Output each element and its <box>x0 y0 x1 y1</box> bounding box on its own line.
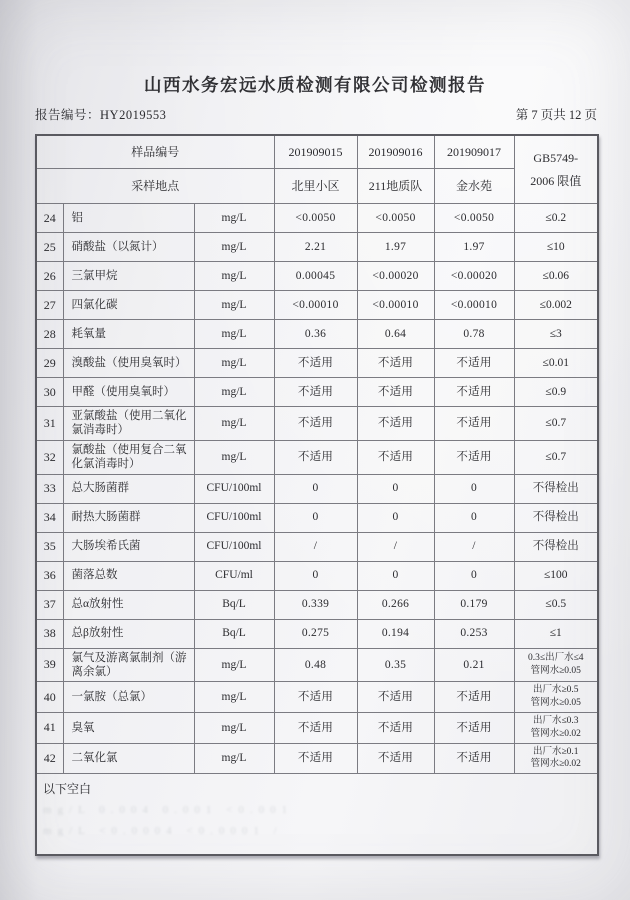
row-number: 24 <box>36 204 63 233</box>
value-sample2: 0 <box>357 474 434 503</box>
value-sample2: 0.35 <box>357 648 434 682</box>
value-sample1: 不适用 <box>274 407 357 441</box>
value-sample2: <0.00010 <box>357 291 434 320</box>
unit: CFU/100ml <box>194 503 274 532</box>
value-sample3: 0.21 <box>434 648 514 682</box>
item-name: 臭氧 <box>63 712 194 743</box>
sample-id-3: 201909017 <box>434 135 514 169</box>
value-sample3: 0 <box>434 474 514 503</box>
limit-line1: ≤0.9 <box>545 385 567 398</box>
item-name: 四氯化碳 <box>63 291 194 320</box>
table-footer <box>36 774 598 856</box>
value-sample3: 不适用 <box>434 682 514 713</box>
limit-line1: ≤100 <box>543 569 568 582</box>
unit: mg/L <box>194 407 274 441</box>
row-number: 26 <box>36 262 63 291</box>
table-row <box>36 320 598 349</box>
limit-line2: 管网水≥0.02 <box>530 728 581 739</box>
unit: mg/L <box>194 743 274 774</box>
report-number-value: HY2019553 <box>100 108 167 122</box>
value-sample3: 不适用 <box>434 712 514 743</box>
table-row <box>36 743 598 774</box>
page-title: 山西水务宏远水质检测有限公司检测报告 <box>144 75 486 95</box>
unit: mg/L <box>194 233 274 262</box>
limit-line1: ≤10 <box>546 240 565 253</box>
limit-value <box>514 561 598 590</box>
limit-header-line1: GB5749- <box>533 150 579 165</box>
page-indicator: 第 7 页共 12 页 <box>515 108 597 122</box>
row-number: 41 <box>36 712 63 743</box>
item-name: 二氧化氯 <box>63 743 194 774</box>
table-row <box>36 291 598 320</box>
table-row <box>36 561 598 590</box>
row-number: 31 <box>36 407 63 441</box>
value-sample1: 不适用 <box>274 440 357 474</box>
item-name: 菌落总数 <box>63 561 194 590</box>
item-name: 总β放射性 <box>63 619 194 648</box>
unit: Bq/L <box>194 619 274 648</box>
blank-below-note: 以下空白 <box>43 782 92 797</box>
value-sample3: 0.253 <box>434 619 514 648</box>
row-number: 25 <box>36 233 63 262</box>
value-sample1: 0.36 <box>274 320 357 349</box>
value-sample1: <0.0050 <box>274 204 357 233</box>
value-sample1: 0.275 <box>274 619 357 648</box>
value-sample3: 0.78 <box>434 320 514 349</box>
value-sample1: <0.00010 <box>274 291 357 320</box>
blank-cell <box>36 774 598 856</box>
unit: mg/L <box>194 712 274 743</box>
item-name: 氯酸盐（使用复合二氧化氯消毒时） <box>63 440 194 474</box>
row-number: 29 <box>36 349 63 378</box>
limit-value <box>514 474 598 503</box>
limit-line1: ≤0.5 <box>545 598 567 611</box>
unit: Bq/L <box>194 590 274 619</box>
table-body <box>36 204 598 774</box>
table-row <box>36 407 598 441</box>
unit: mg/L <box>194 262 274 291</box>
value-sample1: 不适用 <box>274 682 357 713</box>
row-number: 30 <box>36 378 63 407</box>
limit-value <box>514 262 598 291</box>
limit-value <box>514 291 598 320</box>
value-sample3: <0.00010 <box>434 291 514 320</box>
table-row <box>36 474 598 503</box>
table-row <box>36 262 598 291</box>
table-row <box>36 590 598 619</box>
unit: mg/L <box>194 440 274 474</box>
value-sample1: 0 <box>274 561 357 590</box>
limit-value <box>514 619 598 648</box>
limit-value <box>514 378 598 407</box>
value-sample2: <0.00020 <box>357 262 434 291</box>
report-number-label: 报告编号： <box>35 108 101 122</box>
value-sample1: 0 <box>274 503 357 532</box>
value-sample1: / <box>274 532 357 561</box>
sampling-site-label-cell: 采样地点 <box>36 169 274 204</box>
unit: mg/L <box>194 648 274 682</box>
table-row <box>36 682 598 713</box>
limit-line2: 管网水≥0.02 <box>530 759 581 770</box>
limit-value <box>514 320 598 349</box>
value-sample3: / <box>434 532 514 561</box>
value-sample2: <0.0050 <box>357 204 434 233</box>
value-sample2: 0.194 <box>357 619 434 648</box>
value-sample2: 0 <box>357 561 434 590</box>
value-sample3: 不适用 <box>434 349 514 378</box>
value-sample3: <0.0050 <box>434 204 514 233</box>
row-number: 35 <box>36 532 63 561</box>
value-sample2: 不适用 <box>357 712 434 743</box>
limit-line1: ≤0.7 <box>545 450 567 463</box>
row-number: 28 <box>36 320 63 349</box>
limit-line1: ≤0.002 <box>539 298 572 311</box>
table-row <box>36 233 598 262</box>
item-name: 总α放射性 <box>63 590 194 619</box>
bleed-through-ghost: mg/L <0.0004 <0.0001 / <box>43 824 283 837</box>
unit: CFU/ml <box>194 561 274 590</box>
limit-line1: ≤0.06 <box>542 269 569 282</box>
unit: mg/L <box>194 378 274 407</box>
value-sample3: 1.97 <box>434 233 514 262</box>
row-number: 33 <box>36 474 63 503</box>
bleed-through-ghost: mg/L 0.004 0.001 <0.001 <box>43 804 294 817</box>
sampling-site-1: 北里小区 <box>274 169 357 204</box>
row-number: 34 <box>36 503 63 532</box>
blank-row <box>36 774 598 856</box>
value-sample2: 不适用 <box>357 682 434 713</box>
limit-line1: ≤0.01 <box>542 356 569 369</box>
sample-id-2: 201909016 <box>357 135 434 169</box>
limit-line2: 管网水≥0.05 <box>530 698 581 709</box>
limit-value <box>514 204 598 233</box>
item-name: 亚氯酸盐（使用二氧化氯消毒时） <box>63 407 194 441</box>
table-row <box>36 648 598 682</box>
table-row <box>36 378 598 407</box>
table-row <box>36 619 598 648</box>
row-number: 37 <box>36 590 63 619</box>
item-name: 铝 <box>63 204 194 233</box>
value-sample2: 不适用 <box>357 349 434 378</box>
limit-value <box>514 233 598 262</box>
value-sample3: <0.00020 <box>434 262 514 291</box>
table-row <box>36 532 598 561</box>
value-sample1: 0.48 <box>274 648 357 682</box>
value-sample2: 不适用 <box>357 407 434 441</box>
unit: CFU/100ml <box>194 532 274 561</box>
sampling-site-2: 211地质队 <box>357 169 434 204</box>
row-number: 36 <box>36 561 63 590</box>
limit-line2: 管网水≥0.05 <box>530 665 581 676</box>
sample-id-1: 201909015 <box>274 135 357 169</box>
limit-line1: 不得检出 <box>532 540 579 553</box>
item-name: 溴酸盐（使用臭氧时） <box>63 349 194 378</box>
report-number <box>35 105 166 123</box>
value-sample1: 不适用 <box>274 743 357 774</box>
table-row <box>36 349 598 378</box>
item-name: 硝酸盐（以氮计） <box>63 233 194 262</box>
sample-id-label-cell: 样品编号 <box>36 135 274 169</box>
value-sample1: 不适用 <box>274 378 357 407</box>
table-row <box>36 204 598 233</box>
unit: mg/L <box>194 291 274 320</box>
item-name: 总大肠菌群 <box>63 474 194 503</box>
limit-line1: 不得检出 <box>532 482 579 495</box>
item-name: 一氯胺（总氯） <box>63 682 194 713</box>
limit-value <box>514 743 598 774</box>
row-number: 42 <box>36 743 63 774</box>
value-sample3: 0.179 <box>434 590 514 619</box>
limit-value <box>514 407 598 441</box>
limit-value <box>514 648 598 682</box>
value-sample3: 0 <box>434 503 514 532</box>
value-sample3: 不适用 <box>434 378 514 407</box>
header-row-sample-id <box>36 135 598 169</box>
table-header <box>36 135 598 204</box>
value-sample3: 不适用 <box>434 440 514 474</box>
value-sample3: 不适用 <box>434 743 514 774</box>
item-name: 氯气及游离氯制剂（游离余氯） <box>63 648 194 682</box>
item-name: 三氯甲烷 <box>63 262 194 291</box>
limit-value <box>514 590 598 619</box>
limit-line1: ≤0.2 <box>545 211 567 224</box>
limit-line1: 不得检出 <box>532 511 579 524</box>
header-row-sampling-site <box>36 169 598 204</box>
value-sample2: 不适用 <box>357 378 434 407</box>
limit-value <box>514 503 598 532</box>
limit-line1: 出厂水≥0.1 <box>532 746 579 757</box>
limit-line1: 0.3≤出厂水≤4 <box>527 653 584 664</box>
limit-line1: ≤3 <box>549 327 562 340</box>
unit: CFU/100ml <box>194 474 274 503</box>
value-sample2: 0.64 <box>357 320 434 349</box>
item-name: 耐热大肠菌群 <box>63 503 194 532</box>
value-sample2: 不适用 <box>357 743 434 774</box>
item-name: 甲醛（使用臭氧时） <box>63 378 194 407</box>
unit: mg/L <box>194 204 274 233</box>
row-number: 39 <box>36 648 63 682</box>
limit-header-line2: 2006 限值 <box>530 173 582 188</box>
table-row <box>36 440 598 474</box>
value-sample3: 不适用 <box>434 407 514 441</box>
value-sample2: / <box>357 532 434 561</box>
unit: mg/L <box>194 320 274 349</box>
unit: mg/L <box>194 682 274 713</box>
row-number: 38 <box>36 619 63 648</box>
row-number: 27 <box>36 291 63 320</box>
value-sample1: 2.21 <box>274 233 357 262</box>
item-name: 耗氧量 <box>63 320 194 349</box>
value-sample1: 0.339 <box>274 590 357 619</box>
item-name: 大肠埃希氏菌 <box>63 532 194 561</box>
value-sample2: 不适用 <box>357 440 434 474</box>
row-number: 40 <box>36 682 63 713</box>
value-sample1: 不适用 <box>274 349 357 378</box>
results-table <box>35 134 599 856</box>
limit-line1: 出厂水≤0.3 <box>532 715 579 726</box>
limit-line1: 出厂水≥0.5 <box>532 685 579 696</box>
value-sample2: 0.266 <box>357 590 434 619</box>
limit-value <box>514 532 598 561</box>
value-sample3: 0 <box>434 561 514 590</box>
limit-header-cell <box>514 135 598 204</box>
limit-value <box>514 349 598 378</box>
table-row <box>36 503 598 532</box>
unit: mg/L <box>194 349 274 378</box>
limit-line1: ≤1 <box>549 627 562 640</box>
sampling-site-3: 金水苑 <box>434 169 514 204</box>
limit-line1: ≤0.7 <box>545 417 567 430</box>
value-sample2: 0 <box>357 503 434 532</box>
value-sample1: 0 <box>274 474 357 503</box>
value-sample2: 1.97 <box>357 233 434 262</box>
row-number: 32 <box>36 440 63 474</box>
value-sample1: 0.00045 <box>274 262 357 291</box>
limit-value <box>514 682 598 713</box>
report-meta <box>35 105 597 123</box>
table-row <box>36 712 598 743</box>
limit-value <box>514 712 598 743</box>
limit-value <box>514 440 598 474</box>
value-sample1: 不适用 <box>274 712 357 743</box>
